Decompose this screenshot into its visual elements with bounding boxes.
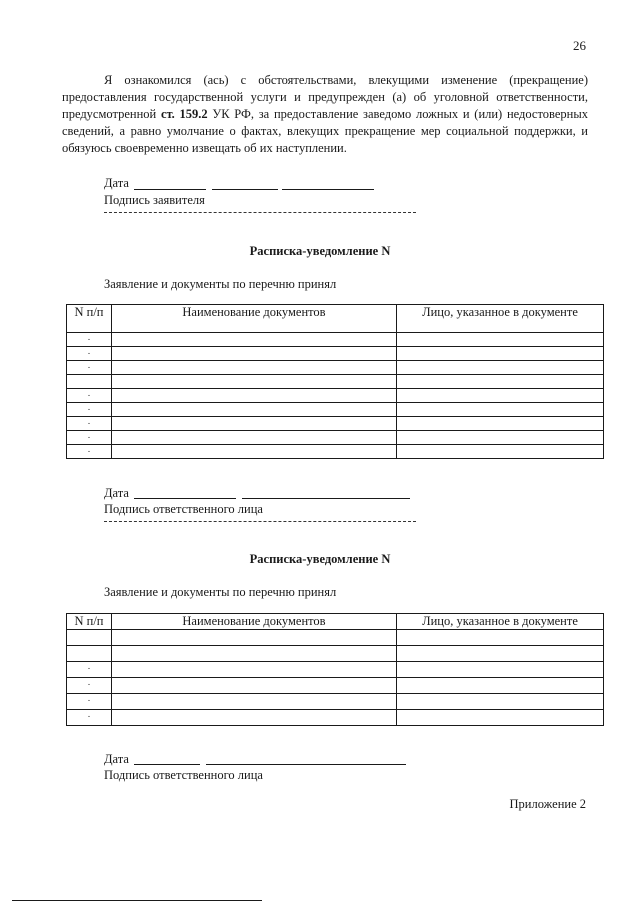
receipt1-header-person: Лицо, указанное в документе (397, 305, 604, 333)
row-number-cell (67, 646, 112, 662)
applicant-date-label: Дата (104, 176, 129, 190)
person-cell (397, 646, 604, 662)
doc-name-cell (112, 630, 397, 646)
table-row (67, 361, 604, 375)
row-number-cell: . (67, 347, 112, 361)
person-cell (397, 630, 604, 646)
applicant-signature-line (282, 189, 374, 190)
person-cell (397, 333, 604, 347)
table-row (67, 662, 604, 678)
receipt2-accepted-text: Заявление и документы по перечню принял (104, 585, 337, 599)
table-row (67, 710, 604, 726)
footnote-separator (12, 900, 262, 901)
receipt2-date-line (134, 764, 200, 765)
doc-name-cell (112, 431, 397, 445)
receipt2-date-label: Дата (104, 752, 129, 766)
row-number-cell: . (67, 361, 112, 375)
person-cell (397, 403, 604, 417)
table-row (67, 646, 604, 662)
doc-name-cell (112, 375, 397, 389)
acknowledgement-paragraph (62, 72, 588, 157)
table-row (67, 431, 604, 445)
table-row (67, 389, 604, 403)
person-cell (397, 389, 604, 403)
person-cell (397, 445, 604, 459)
row-number-cell: . (67, 710, 112, 726)
receipt2-header-doc-name: Наименование документов (112, 614, 397, 630)
separator-dashed-2 (104, 521, 416, 522)
doc-name-cell (112, 662, 397, 678)
receipt1-date-label: Дата (104, 486, 129, 500)
doc-name-cell (112, 646, 397, 662)
receipt2-title: Расписка-уведомление N (249, 552, 391, 566)
table-row (67, 445, 604, 459)
receipt1-date-line (134, 498, 236, 499)
intro-text-part2: УК РФ, за предоставление заведомо ложных и (или) недостоверных сведений, а равно умолчание о фактах, влекущих прекращение мер социальной поддержки, и обязуюсь своевременно извещать об их наступлении. (62, 107, 588, 155)
applicant-date-line-2 (212, 189, 278, 190)
doc-name-cell (112, 710, 397, 726)
table-row (67, 347, 604, 361)
receipt1-signature-label: Подпись ответственного лица (104, 502, 263, 516)
person-cell (397, 375, 604, 389)
doc-name-cell (112, 678, 397, 694)
doc-name-cell (112, 389, 397, 403)
person-cell (397, 347, 604, 361)
row-number-cell: . (67, 431, 112, 445)
receipt1-documents-table (66, 304, 604, 459)
receipt1-header-num: N п/п (67, 305, 112, 333)
receipt2-header-person: Лицо, указанное в документе (397, 614, 604, 630)
table-row (67, 678, 604, 694)
person-cell (397, 431, 604, 445)
intro-article-ref: ст. 159.2 (160, 107, 208, 121)
doc-name-cell (112, 361, 397, 375)
appendix-label: Приложение 2 (509, 797, 586, 811)
person-cell (397, 662, 604, 678)
intro-text-part1: Я ознакомился (ась) с обстоятельствами, влекущими изменение (прекращение) предоставления государственной услуги и предупрежден (а) об уголовной ответственности, предусмотренной (62, 73, 588, 121)
person-cell (397, 694, 604, 710)
row-number-cell: . (67, 694, 112, 710)
receipt2-documents-table (66, 613, 604, 726)
doc-name-cell (112, 694, 397, 710)
page-number: 26 (573, 38, 586, 53)
person-cell (397, 361, 604, 375)
receipt2-signature-label: Подпись ответственного лица (104, 768, 263, 782)
row-number-cell: . (67, 678, 112, 694)
table-row (67, 694, 604, 710)
person-cell (397, 417, 604, 431)
receipt1-signature-line (242, 498, 410, 499)
receipt1-title: Расписка-уведомление N (249, 244, 391, 258)
table-row (67, 417, 604, 431)
doc-name-cell (112, 347, 397, 361)
receipt1-accepted-text: Заявление и документы по перечню принял (104, 277, 337, 291)
table-row (67, 403, 604, 417)
row-number-cell: . (67, 417, 112, 431)
table-row (67, 630, 604, 646)
doc-name-cell (112, 333, 397, 347)
receipt2-header-row (67, 614, 604, 630)
separator-dashed-1 (104, 212, 416, 213)
receipt2-signature-line (206, 764, 406, 765)
row-number-cell: . (67, 389, 112, 403)
applicant-date-line-1 (134, 189, 206, 190)
row-number-cell: . (67, 333, 112, 347)
table-row (67, 375, 604, 389)
row-number-cell (67, 630, 112, 646)
doc-name-cell (112, 403, 397, 417)
doc-name-cell (112, 417, 397, 431)
person-cell (397, 678, 604, 694)
person-cell (397, 710, 604, 726)
row-number-cell (67, 375, 112, 389)
applicant-signature-label: Подпись заявителя (104, 193, 205, 207)
row-number-cell: . (67, 662, 112, 678)
receipt1-header-doc-name: Наименование документов (112, 305, 397, 333)
table-row (67, 333, 604, 347)
receipt2-header-num: N п/п (67, 614, 112, 630)
row-number-cell: . (67, 445, 112, 459)
row-number-cell: . (67, 403, 112, 417)
doc-name-cell (112, 445, 397, 459)
receipt1-header-row (67, 305, 604, 333)
